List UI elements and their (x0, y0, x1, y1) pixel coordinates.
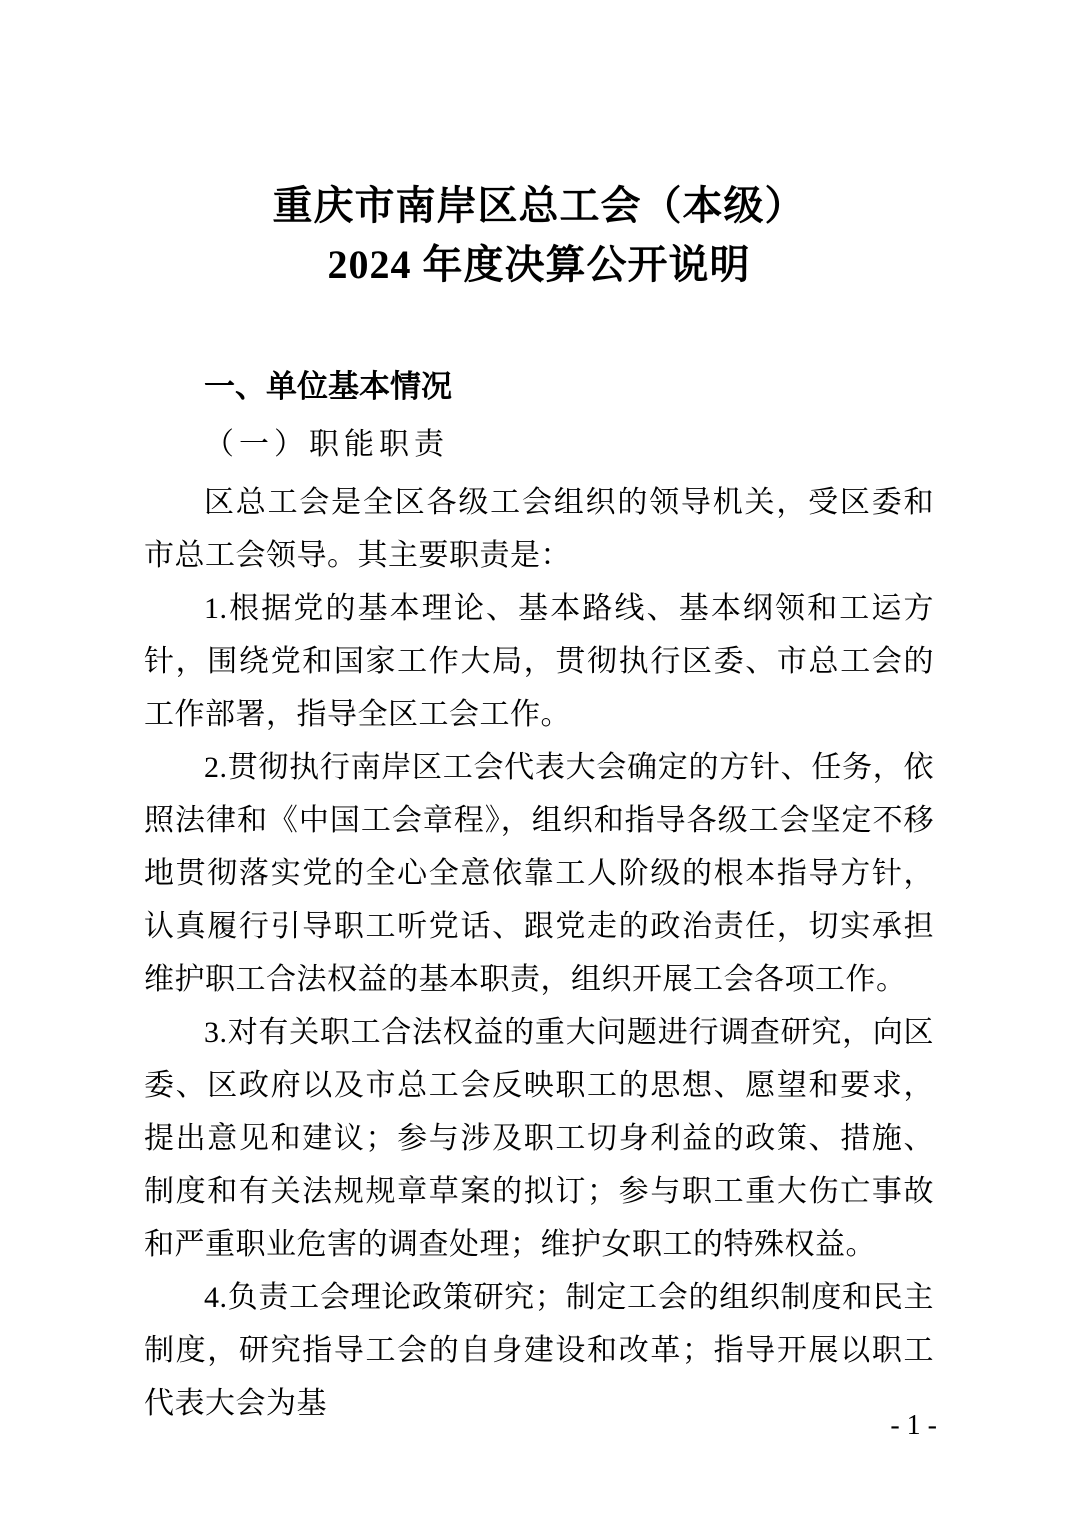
paragraph: 4.负责工会理论政策研究；制定工会的组织制度和民主制度，研究指导工会的自身建设和改革；指导开展以职工代表大会为基 (144, 1281, 934, 1420)
paragraph: 区总工会是全区各级工会组织的领导机关，受区委和市总工会领导。其主要职责是： (144, 486, 934, 572)
paragraph: 1.根据党的基本理论、基本路线、基本纲领和工运方针，围绕党和国家工作大局，贯彻执行区委、市总工会的工作部署，指导全区工会工作。 (144, 592, 934, 731)
section-heading: 一、单位基本情况 (204, 369, 452, 404)
document-title-line1: 重庆市南岸区总工会（本级） (272, 183, 806, 228)
document-content (144, 0, 934, 1430)
document-title (144, 176, 934, 294)
subsection-heading: （一）职能职责 (204, 428, 449, 461)
body-paragraphs (144, 476, 934, 1430)
document-title-line2: 2024 年度决算公开说明 (327, 242, 751, 287)
paragraph: 3.对有关职工合法权益的重大问题进行调查研究，向区委、区政府以及市总工会反映职工的思想、愿望和要求，提出意见和建议；参与涉及职工切身利益的政策、措施、制度和有关法规规章草案的拟订；参与职工重大伤亡事故和严重职业危害的调查处理；维护女职工的特殊权益。 (144, 1016, 934, 1261)
paragraph: 2.贯彻执行南岸区工会代表大会确定的方针、任务，依照法律和《中国工会章程》，组织和指导各级工会坚定不移地贯彻落实党的全心全意依靠工人阶级的根本指导方针，认真履行引导职工听党话、跟党走的政治责任，切实承担维护职工合法权益的基本职责，组织开展工会各项工作。 (144, 751, 934, 996)
page-number: - 1 - (890, 1410, 937, 1441)
